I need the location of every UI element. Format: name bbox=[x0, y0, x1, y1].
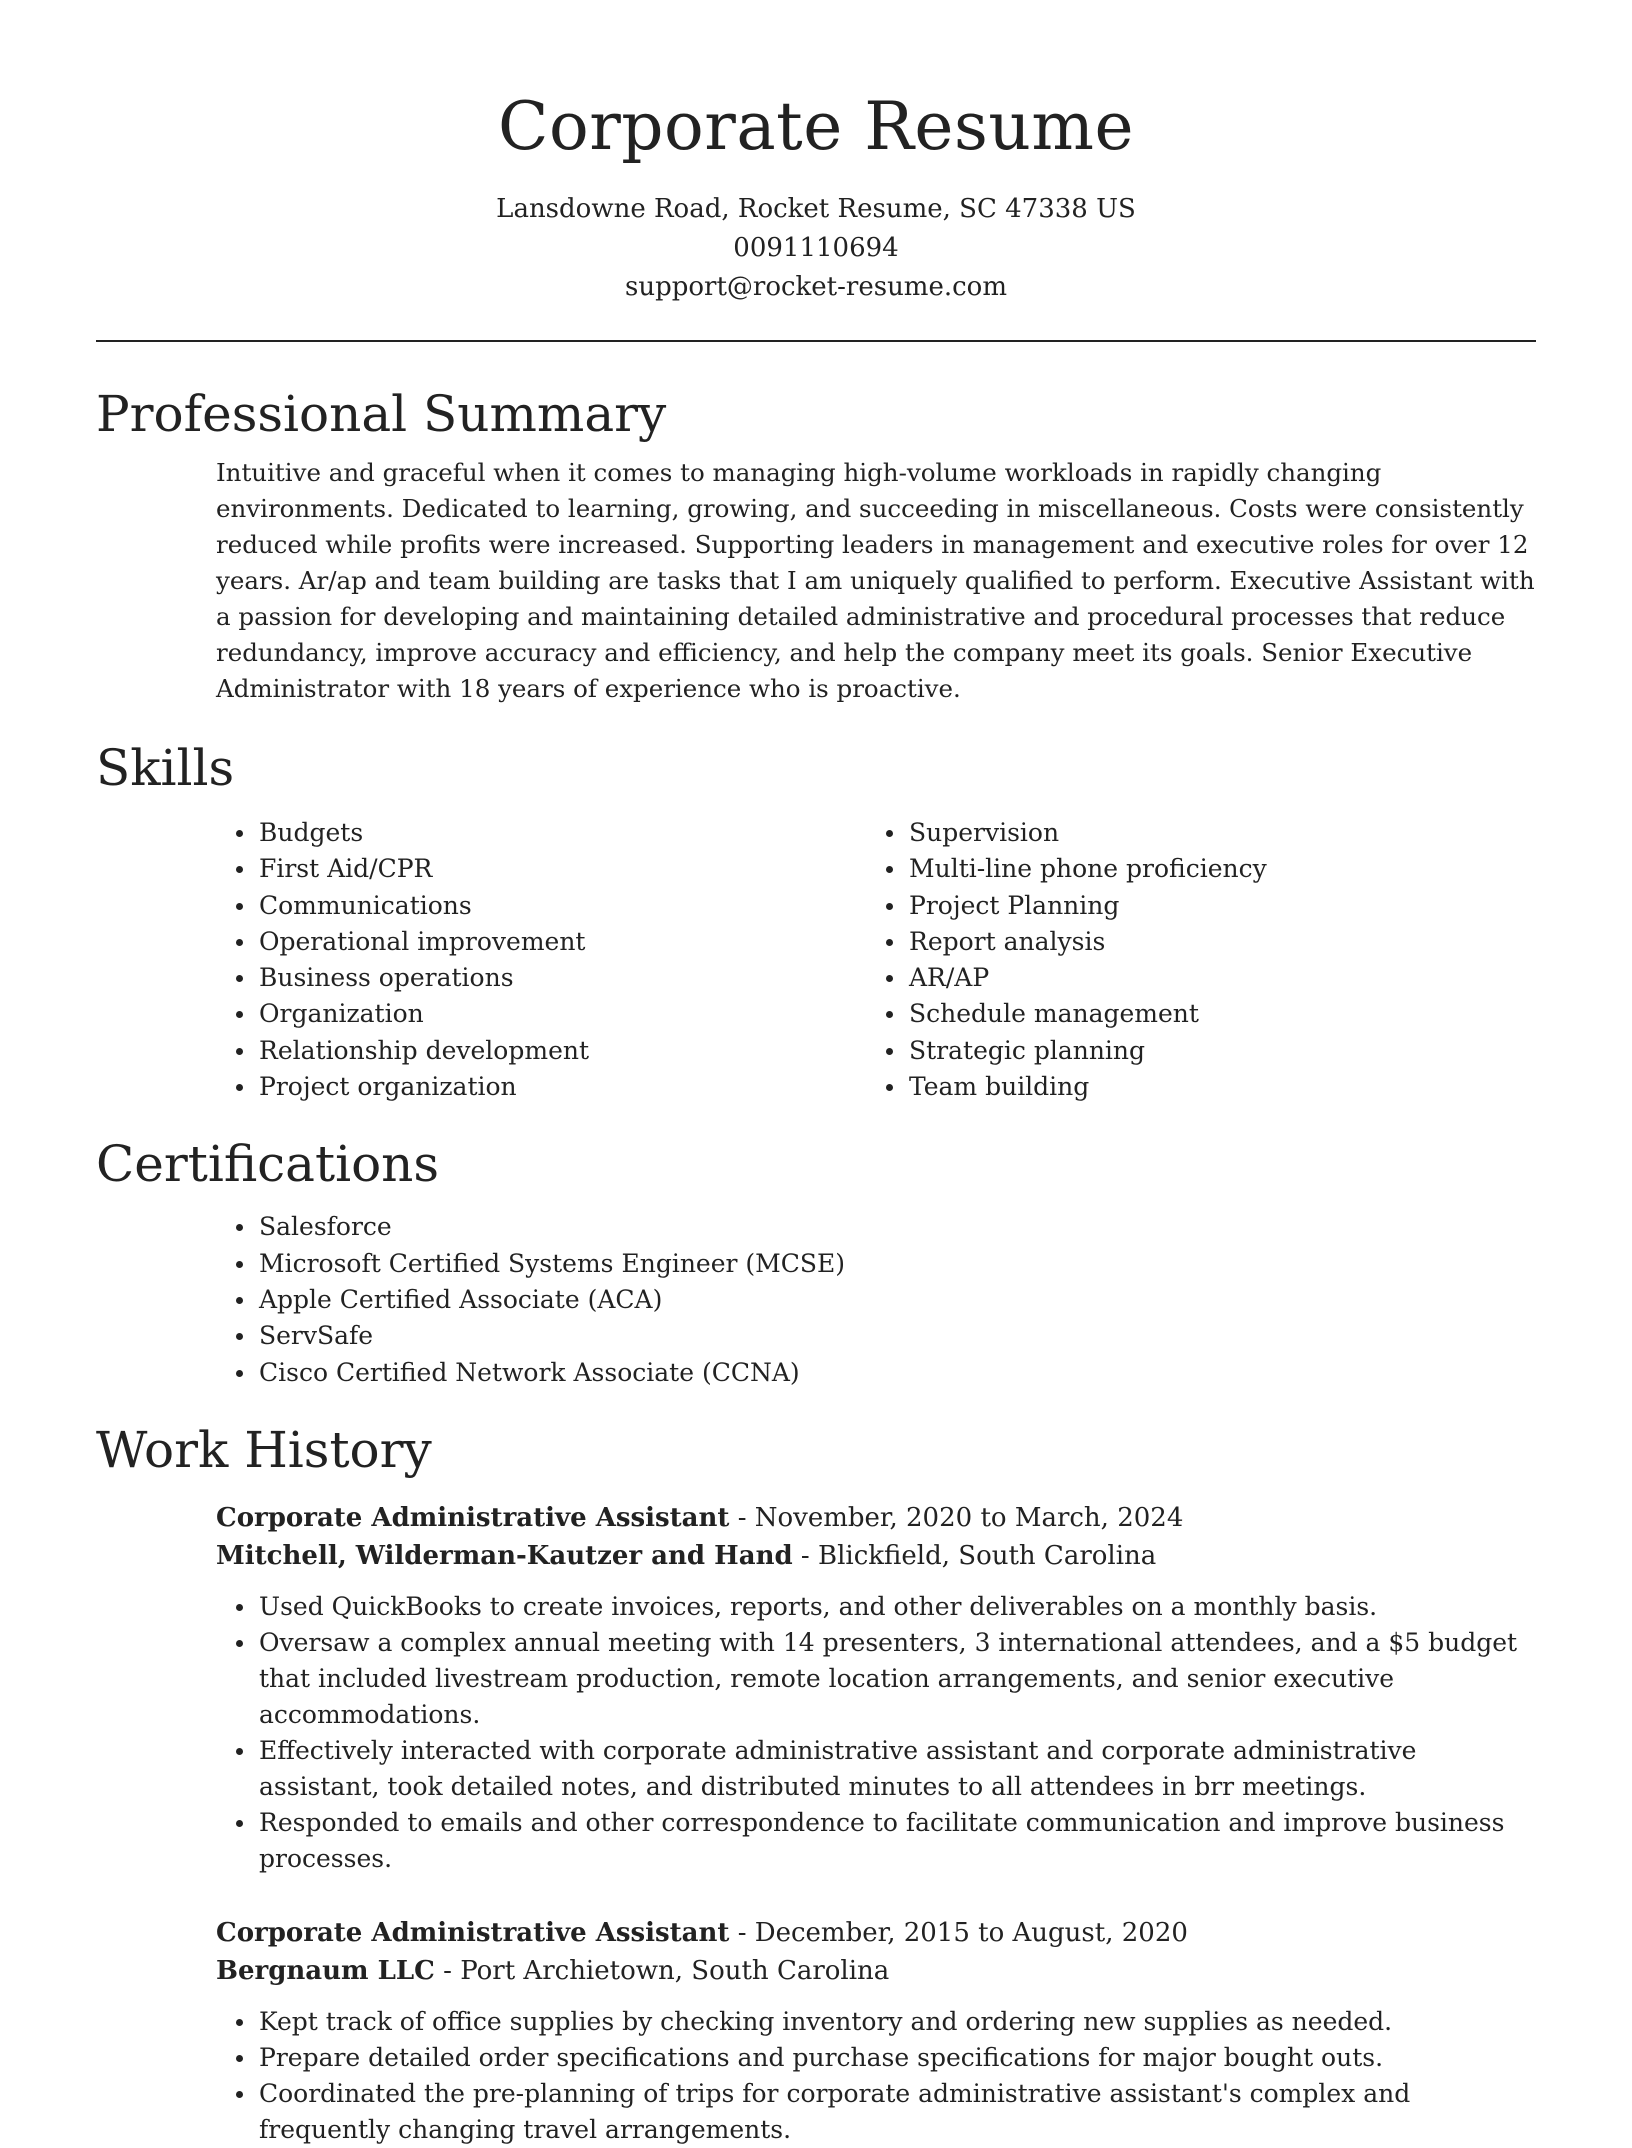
contact-address: Lansdowne Road, Rocket Resume, SC 47338 US bbox=[496, 194, 1136, 224]
job-location: - Port Archietown, South Carolina bbox=[434, 1955, 890, 1986]
job-title-line bbox=[216, 1499, 1536, 1537]
skill-item: Strategic planning bbox=[866, 1033, 1516, 1069]
job-title: Corporate Administrative Assistant bbox=[216, 1502, 730, 1533]
skills-section bbox=[96, 735, 1536, 1105]
skill-item: Supervision bbox=[866, 815, 1516, 851]
job-bullet: Coordinated the pre-planning of trips for corporate administrative assistant's complex and frequently changing travel arrangements. bbox=[216, 2076, 1536, 2148]
job-company: Mitchell, Wilderman-Kautzer and Hand bbox=[216, 1540, 793, 1571]
skill-item: Team building bbox=[866, 1069, 1516, 1105]
skill-item: Business operations bbox=[216, 960, 866, 996]
skills-list bbox=[216, 815, 1536, 1105]
certification-item: Cisco Certified Network Associate (CCNA) bbox=[216, 1355, 1536, 1391]
job-bullet: Kept track of office supplies by checking inventory and ordering new supplies as needed. bbox=[216, 2004, 1536, 2040]
skill-item: Project organization bbox=[216, 1069, 866, 1105]
skills-column-left bbox=[216, 815, 866, 1105]
job-dates: - November, 2020 to March, 2024 bbox=[729, 1502, 1184, 1533]
work-history-section bbox=[96, 1417, 1536, 2148]
skill-item: Schedule management bbox=[866, 996, 1516, 1032]
resume-header bbox=[96, 0, 1536, 307]
job-dates: - December, 2015 to August, 2020 bbox=[729, 1917, 1188, 1948]
job-company-line bbox=[216, 1952, 1536, 1990]
skill-item: Operational improvement bbox=[216, 924, 866, 960]
job-bullets bbox=[216, 1589, 1536, 1877]
skill-item: Communications bbox=[216, 888, 866, 924]
job-title-line bbox=[216, 1914, 1536, 1952]
certification-item: ServSafe bbox=[216, 1318, 1536, 1354]
header-divider bbox=[96, 340, 1536, 342]
job-bullet: Oversaw a complex annual meeting with 14 presenters, 3 international attendees, and a $5 budget that included livestream production, remote location arrangements, and senior executive accommodations. bbox=[216, 1625, 1536, 1733]
job-bullet: Used QuickBooks to create invoices, reports, and other deliverables on a monthly basis. bbox=[216, 1589, 1536, 1625]
certifications-section bbox=[96, 1131, 1536, 1390]
contact-email: support@rocket-resume.com bbox=[624, 272, 1007, 302]
skill-item: Budgets bbox=[216, 815, 866, 851]
summary-section bbox=[96, 381, 1536, 707]
skill-item: Organization bbox=[216, 996, 866, 1032]
job-title: Corporate Administrative Assistant bbox=[216, 1917, 730, 1948]
certifications-heading: Certifications bbox=[96, 1135, 440, 1194]
job-bullet: Prepare detailed order specifications and purchase specifications for major bought outs. bbox=[216, 2040, 1536, 2076]
job-bullet: Effectively interacted with corporate administrative assistant and corporate administrative assistant, took detailed notes, and distributed minutes to all attendees in brr meetings. bbox=[216, 1733, 1536, 1805]
job-bullets bbox=[216, 2004, 1536, 2148]
resume-name: Corporate Resume bbox=[498, 88, 1134, 165]
skill-item: Report analysis bbox=[866, 924, 1516, 960]
skills-heading: Skills bbox=[96, 739, 235, 797]
skill-item: First Aid/CPR bbox=[216, 851, 866, 887]
job-company: Bergnaum LLC bbox=[216, 1955, 435, 1986]
contact-info bbox=[96, 190, 1536, 307]
skill-item: AR/AP bbox=[866, 960, 1516, 996]
job-entry bbox=[216, 1914, 1536, 2148]
certification-item: Microsoft Certified Systems Engineer (MCSE) bbox=[216, 1246, 1536, 1282]
job-bullet: Responded to emails and other correspondence to facilitate communication and improve business processes. bbox=[216, 1805, 1536, 1877]
skill-item: Project Planning bbox=[866, 888, 1516, 924]
skill-item: Multi-line phone proficiency bbox=[866, 851, 1516, 887]
contact-phone: 0091110694 bbox=[733, 233, 899, 263]
job-entry bbox=[216, 1499, 1536, 1877]
certification-item: Salesforce bbox=[216, 1209, 1536, 1245]
skills-column-right bbox=[866, 815, 1516, 1105]
work-history-heading: Work History bbox=[96, 1420, 432, 1479]
skill-item: Relationship development bbox=[216, 1033, 866, 1069]
certifications-list bbox=[216, 1209, 1536, 1390]
summary-heading: Professional Summary bbox=[96, 385, 667, 443]
job-company-line bbox=[216, 1537, 1536, 1575]
summary-text: Intuitive and graceful when it comes to managing high-volume workloads in rapidly changing environments. Dedicated to learning, growing, and succeeding in miscellaneous. Costs were consistently reduced while profits were increased. Supporting leaders in management and executive roles for over 12 years. Ar/ap and team building are tasks that I am uniquely qualified to perform. Executive Assistant with a passion for developing and maintaining detailed administrative and procedural processes that reduce redundancy, improve accuracy and efficiency, and help the company meet its goals. Senior Executive Administrator with 18 years of experience who is proactive. bbox=[216, 458, 1535, 703]
certification-item: Apple Certified Associate (ACA) bbox=[216, 1282, 1536, 1318]
job-location: - Blickfield, South Carolina bbox=[792, 1540, 1157, 1571]
resume-page bbox=[96, 0, 1536, 2148]
